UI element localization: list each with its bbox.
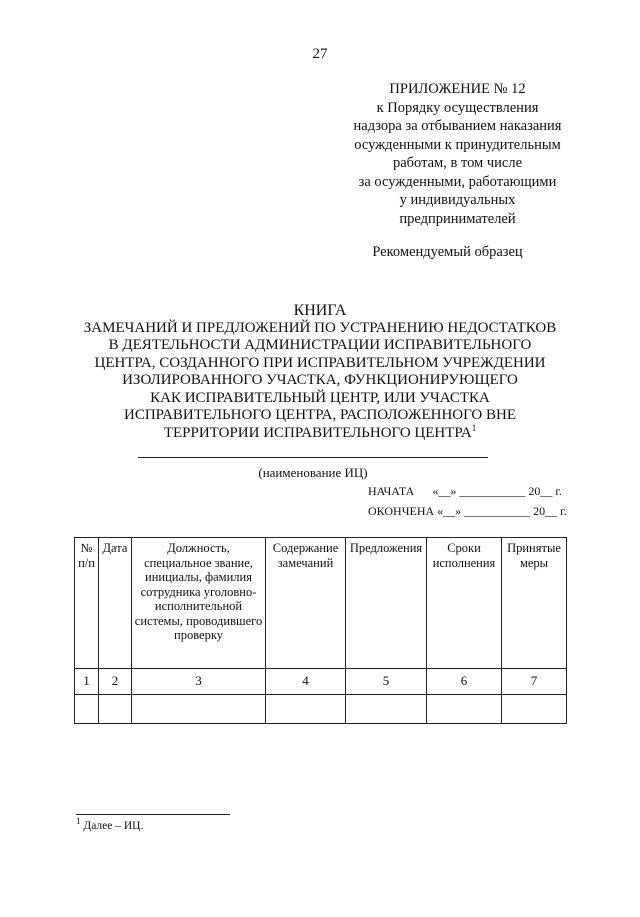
name-underline [138,457,488,458]
column-number: 3 [132,669,266,695]
column-number-row [75,669,567,695]
footnote-text: Далее – ИЦ. [80,820,144,832]
appendix-line: к Порядку осуществления [376,99,539,116]
title-line: ЦЕНТРА, СОЗДАННОГО ПРИ ИСПРАВИТЕЛЬНОМ УЧРЕЖДЕНИИ [94,354,546,371]
footnote-reference: 1 [471,422,477,433]
column-number: 2 [99,669,132,695]
footnote [76,816,144,832]
header-cell-remarks: Содержание замечаний [266,538,346,669]
table-row [75,695,567,724]
book-title [60,302,580,442]
appendix-title: ПРИЛОЖЕНИЕ № 12 [389,81,526,97]
table-cell [75,695,99,724]
column-number: 1 [75,669,99,695]
sample-label: Рекомендуемый образец [372,244,523,260]
column-number: 4 [266,669,346,695]
end-date-line: ОКОНЧЕНА «__» ___________ 20__ г. [368,504,567,518]
appendix-line: работам, в том числе [392,155,523,171]
title-line: В ДЕЯТЕЛЬНОСТИ АДМИНИСТРАЦИИ ИСПРАВИТЕЛЬНОГО [108,337,532,353]
header-cell-number: № п/п [75,538,99,669]
title-line-last [60,422,580,443]
table-cell [502,695,567,724]
header-cell-inspector: Должность, специальное звание, инициалы, фамилия сотрудника уголовно-исполнительной системы, проводившего проверку [132,538,266,669]
name-caption: (наименование ИЦ) [258,465,368,480]
table-cell [346,695,427,724]
header-cell-measures: Принятые меры [502,538,567,669]
title-line-text: ТЕРРИТОРИИ ИСПРАВИТЕЛЬНОГО ЦЕНТРА [163,424,472,441]
appendix-line: предпринимателей [399,210,516,227]
title-line: ЗАМЕЧАНИЙ И ПРЕДЛОЖЕНИЙ ПО УСТРАНЕНИЮ НЕДОСТАТКОВ [83,319,557,336]
title-line: КНИГА [293,302,347,319]
footnote-mark: 1 [76,816,81,827]
table-header-row [75,538,567,669]
page-number: 27 [312,46,328,62]
remarks-table [74,537,567,724]
start-date-line: НАЧАТА «__» ___________ 20__ г. [368,484,562,498]
table-cell [132,695,266,724]
title-line: ИЗОЛИРОВАННОГО УЧАСТКА, ФУНКЦИОНИРУЮЩЕГО [122,372,518,388]
table-cell [427,695,502,724]
column-number: 6 [427,669,502,695]
header-cell-date: Дата [99,538,132,669]
column-number: 7 [502,669,567,695]
header-cell-proposals: Предложения [346,538,427,669]
column-number: 5 [346,669,427,695]
appendix-line: надзора за отбыванием наказания [353,118,562,134]
table-cell [99,695,132,724]
table-cell [266,695,346,724]
appendix-header [320,80,595,228]
appendix-line: за осужденными, работающими [358,173,557,190]
footnote-separator [76,814,230,815]
title-line: ИСПРАВИТЕЛЬНОГО ЦЕНТРА, РАСПОЛОЖЕННОГО ВНЕ [123,407,516,423]
header-cell-deadlines: Сроки исполнения [427,538,502,669]
appendix-line: у индивидуальных [399,192,516,208]
title-line: КАК ИСПРАВИТЕЛЬНЫЙ ЦЕНТР, ИЛИ УЧАСТКА [150,389,490,406]
appendix-line: осужденными к принудительным [354,136,561,153]
